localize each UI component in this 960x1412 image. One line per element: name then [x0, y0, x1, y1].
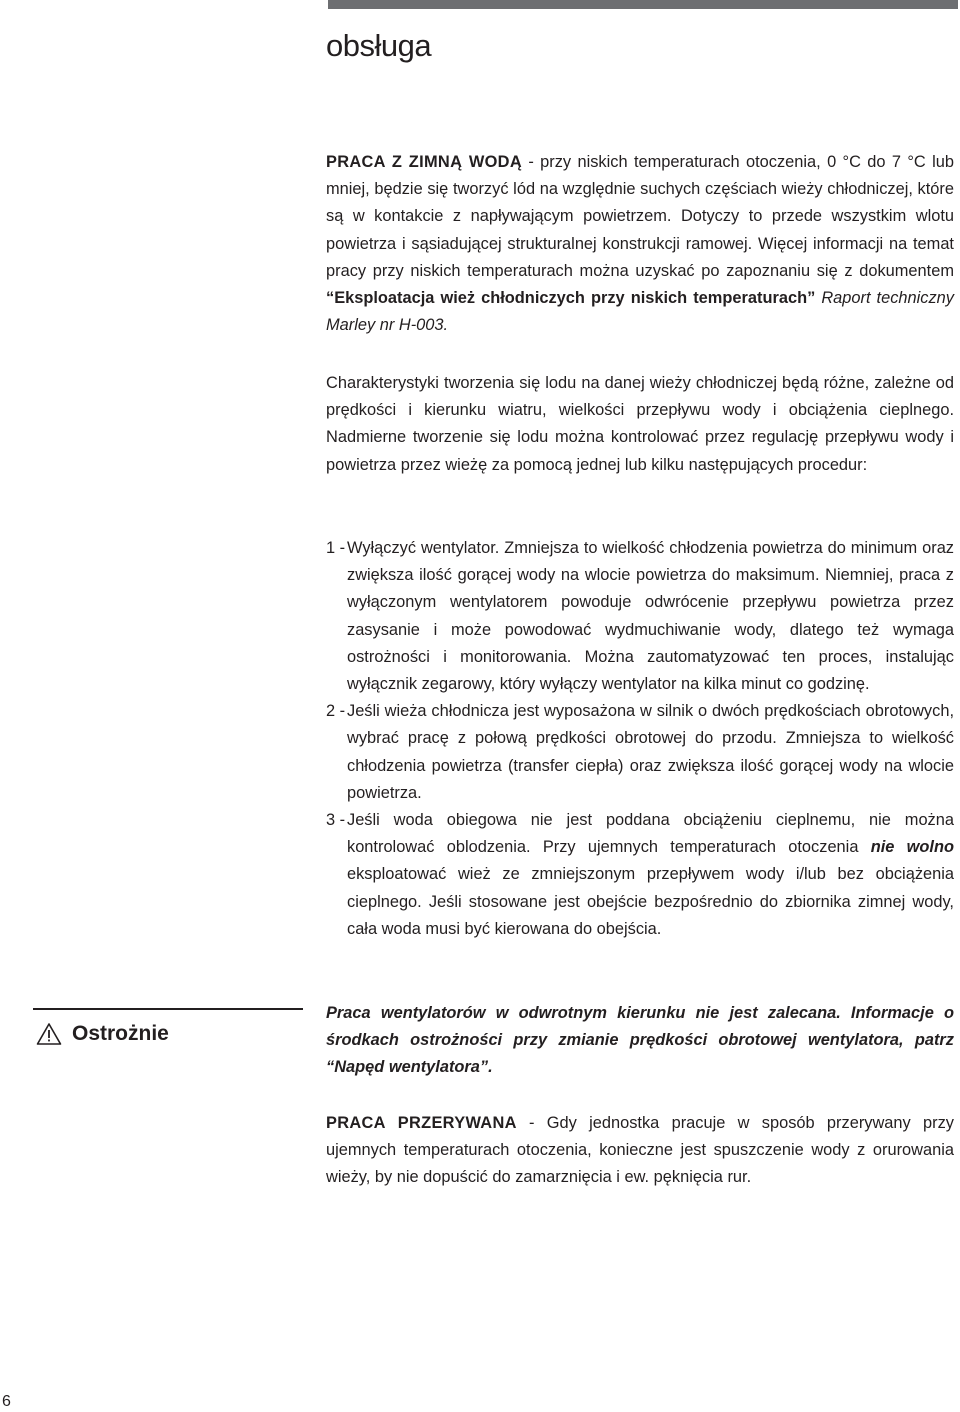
- cold-water-text: - przy niskich temperaturach otoczenia, 0 °C do 7 °C lub mniej, będzie się tworzyć lód na względnie suchych częściach wieży chłodniczej, które są w kontakcie z napływającym powietrzem. Dotyczy to przede wszystkim wlotu powietrza i sąsiadującej strukturalnej konstrukcji ramowej. Więcej informacji na temat pracy przy niskich temperaturach można uzyskać po zapoznaniu się z dokumentem: [326, 153, 955, 280]
- cold-water-paragraph: [326, 149, 954, 339]
- list-item: [326, 535, 954, 698]
- ice-characteristics-paragraph: Charakterystyki tworzenia się lodu na danej wieży chłodniczej będą różne, zależne od prędkości i kierunku wiatru, wielkości przepływu wody i obciążenia cieplnego. Nadmierne tworzenie się lodu można kontrolować przez regulację przepływu wody i powietrza przez wieżę za pomocą jednej lub kilku następujących procedur:: [326, 374, 954, 474]
- report-reference: Raport techniczny Marley nr H-003.: [326, 289, 954, 335]
- list-item-number: 1 -: [326, 539, 346, 557]
- page-number: 6: [2, 1393, 11, 1410]
- header-bar: [328, 0, 958, 9]
- intermittent-heading: PRACA PRZERYWANA: [326, 1114, 517, 1132]
- emphasis-not-allowed: nie wolno: [870, 838, 954, 857]
- caution-label: [36, 1022, 169, 1046]
- list-item: [326, 698, 954, 807]
- list-item-text: [347, 807, 954, 943]
- cold-water-heading: PRACA Z ZIMNĄ WODĄ: [326, 153, 522, 171]
- caution-note: Praca wentylatorów w odwrotnym kierunku nie jest zalecana. Informacje o środkach ostrożności przy zmianie prędkości obrotowej wentylatora, patrz “Napęd wentylatora”.: [326, 1004, 954, 1077]
- intermittent-paragraph: [326, 1110, 954, 1192]
- caution-title: Ostrożnie: [72, 1022, 169, 1045]
- list-item-text: Jeśli wieża chłodnicza jest wyposażona w silnik o dwóch prędkościach obrotowych, wybrać pracę z połową prędkości obrotowej do przodu. Zmniejsza to wielkość chłodzenia powietrza (transfer ciepła) oraz zwiększa ilość gorącej wody na wlocie powietrza.: [347, 702, 954, 802]
- procedures-list: [326, 535, 954, 943]
- list-item-number: 3 -: [326, 811, 346, 830]
- document-title: “Eksploatacja wież chłodniczych przy niskich temperaturach”: [326, 289, 816, 308]
- section-title: obsługa: [326, 28, 432, 63]
- warning-triangle-icon: [36, 1022, 62, 1046]
- list-item-text: Wyłączyć wentylator. Zmniejsza to wielkość chłodzenia powietrza do minimum oraz zwiększa ilość gorącej wody na wlocie powietrza do maksimum. Niemniej, praca z wyłączonym wentylatorem powoduje odwrócenie przepływu powietrza przez zasysanie i może powodować wydmuchiwanie wody, dlatego też wymaga ostrożności i monitorowania. Można zautomatyzować ten proces, instalując wyłącznik zegarowy, który wyłączy wentylator na kilka minut co godzinę.: [347, 539, 954, 694]
- list-item-text-part: Jeśli woda obiegowa nie jest poddana obciążeniu cieplnemu, nie można kontrolować oblodzenia. Przy ujemnych temperaturach otoczenia: [347, 811, 954, 857]
- list-item-number: 2 -: [326, 702, 346, 721]
- list-item-text-part: eksploatować wież ze zmniejszonym przepływem wody i/lub bez obciążenia cieplnego. Jeśli stosowane jest obejście bezpośrednio do zbiornika zimnej wody, cała woda musi być kierowana do obejścia.: [347, 865, 954, 938]
- list-item: [326, 807, 954, 943]
- intermittent-text: - Gdy jednostka pracuje w sposób przerywany przy ujemnych temperaturach otoczenia, konieczne jest spuszczenie wody z orurowania wieży, by nie dopuścić do zamarznięcia i ew. pęknięcia rur.: [326, 1114, 954, 1187]
- caution-divider: [33, 1008, 303, 1010]
